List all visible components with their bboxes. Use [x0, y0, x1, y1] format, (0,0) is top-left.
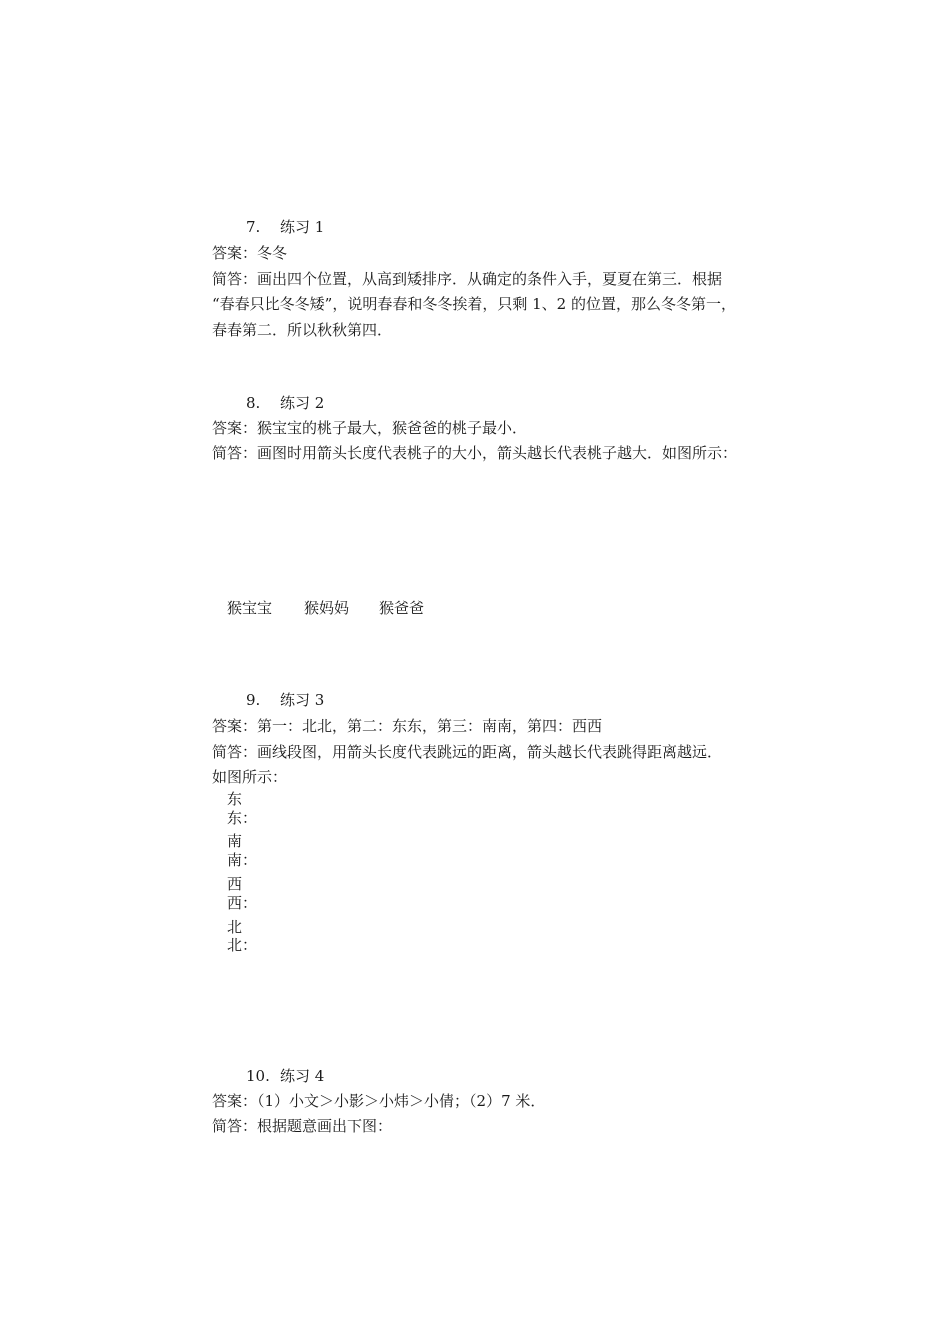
section-7-answer: 答案：冬冬 [212, 244, 288, 262]
section-9-answer: 答案：第一：北北，第二：东东，第三：南南，第四：西西 [212, 717, 603, 735]
section-9-explanation-line-2: 如图所示： [212, 768, 288, 786]
section-8-answer: 答案：猴宝宝的桃子最大，猴爸爸的桃子最小． [212, 419, 528, 437]
figure-label-beibei-bottom: 北： [227, 936, 258, 954]
section-title: 练习 4 [280, 1067, 325, 1085]
figure-label-monkey-dad: 猴爸爸 [379, 599, 425, 617]
figure-label-monkey-baby: 猴宝宝 [227, 599, 273, 617]
figure-label-dongdong-top: 东 [227, 790, 243, 808]
section-7-explanation-line-1: 简答：画出四个位置，从高到矮排序．从确定的条件入手，夏夏在第三．根据 [212, 270, 723, 288]
section-10-heading [246, 1066, 324, 1086]
section-number: 7. [246, 218, 261, 236]
figure-label-xixi-top: 西 [227, 875, 243, 893]
figure-label-xixi-bottom: 西： [227, 894, 258, 912]
section-7-heading [246, 217, 324, 237]
figure-label-monkey-mom: 猴妈妈 [304, 599, 350, 617]
figure-label-dongdong-bottom: 东： [227, 809, 258, 827]
section-number: 8. [246, 394, 261, 412]
section-8-explanation-line-1: 简答：画图时用箭头长度代表桃子的大小，箭头越长代表桃子越大．如图所示： [212, 444, 738, 462]
section-number: 10. [246, 1067, 270, 1085]
figure-label-nannan-bottom: 南： [227, 851, 258, 869]
section-title: 练习 3 [280, 691, 325, 709]
section-7-explanation-line-3: 春春第二．所以秋秋第四． [212, 321, 393, 339]
section-9-explanation-line-1: 简答：画线段图，用箭头长度代表跳远的距离，箭头越长代表跳得距离越远． [212, 743, 723, 761]
section-8-heading [246, 393, 324, 413]
figure-label-beibei-top: 北 [227, 918, 243, 936]
section-title: 练习 1 [280, 218, 325, 236]
section-7-explanation-line-2: “春春只比冬冬矮”，说明春春和冬冬挨着，只剩 1、2 的位置，那么冬冬第一， [212, 295, 736, 313]
figure-label-nannan-top: 南 [227, 832, 243, 850]
section-10-answer: 答案：（1）小文＞小影＞小炜＞小倩；（2）7 米． [212, 1092, 546, 1110]
section-number: 9. [246, 691, 261, 709]
section-title: 练习 2 [280, 394, 325, 412]
section-10-explanation-line-1: 简答：根据题意画出下图： [212, 1117, 393, 1135]
section-9-heading [246, 690, 324, 710]
